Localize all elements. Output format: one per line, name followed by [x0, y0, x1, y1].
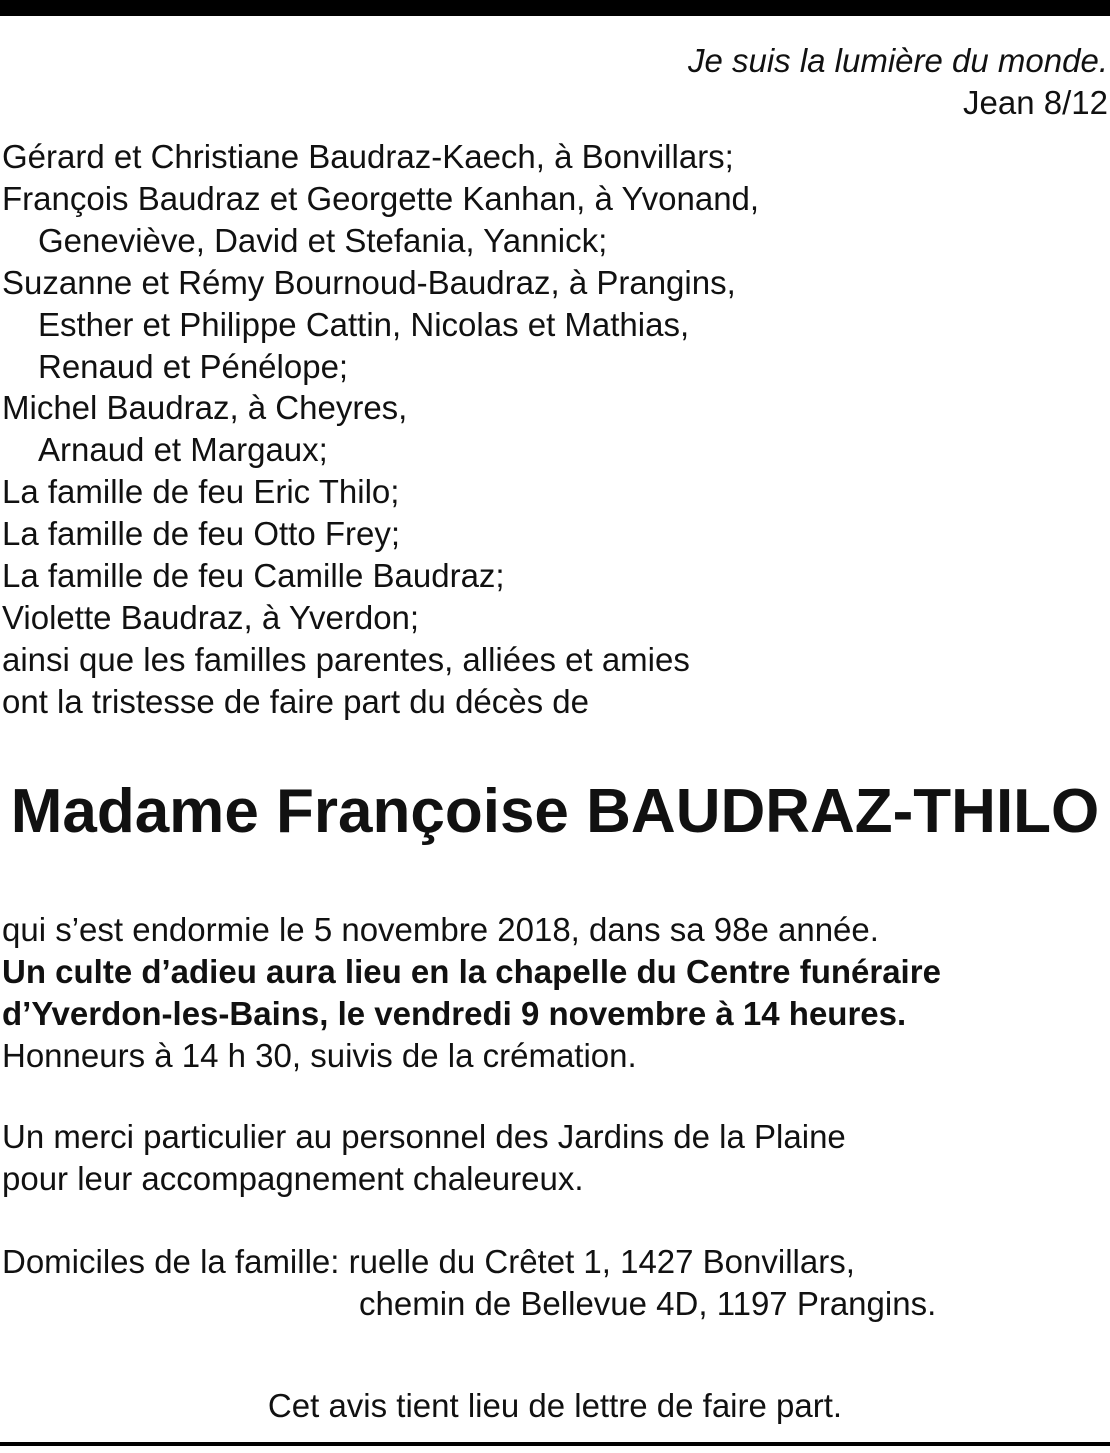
family-list [2, 136, 1002, 723]
thanks-section [2, 1116, 1082, 1200]
family-line: Violette Baudraz, à Yverdon; [2, 598, 420, 636]
family-line: La famille de feu Otto Frey; [2, 515, 401, 553]
honors-line: Honneurs à 14 h 30, suivis de la crémation. [2, 1037, 637, 1074]
notice-footer: Cet avis tient lieu de lettre de faire part. [267, 1387, 843, 1424]
family-line: Suzanne et Rémy Bournoud-Baudraz, à Prangins, [2, 263, 736, 301]
address-line: Domiciles de la famille: ruelle du Crêtet 1, 1427 Bonvillars, [2, 1243, 855, 1280]
family-line: François Baudraz et Georgette Kanhan, à Yvonand, [2, 179, 760, 217]
ceremony-line: d’Yverdon-les-Bains, le vendredi 9 novembre à 14 heures. [2, 995, 907, 1032]
family-line: Gérard et Christiane Baudraz-Kaech, à Bonvillars; [2, 138, 734, 175]
address-line: chemin de Bellevue 4D, 1197 Prangins. [359, 1285, 937, 1322]
epigraph-reference: Jean 8/12 [963, 84, 1108, 121]
passing-date-line: qui s’est endormie le 5 novembre 2018, dans sa 98e année. [2, 911, 879, 948]
top-rule [0, 0, 1110, 16]
thanks-line: Un merci particulier au personnel des Jardins de la Plaine [2, 1118, 846, 1155]
epigraph [408, 40, 1108, 124]
family-line: La famille de feu Camille Baudraz; [2, 557, 505, 595]
thanks-line: pour leur accompagnement chaleureux. [2, 1160, 584, 1197]
bottom-rule [0, 1442, 1110, 1446]
family-line: La famille de feu Eric Thilo; [2, 473, 400, 511]
epigraph-quote: Je suis la lumière du monde. [687, 42, 1108, 79]
family-line-indented: Arnaud et Margaux; [38, 431, 328, 469]
family-line: Michel Baudraz, à Cheyres, [2, 389, 408, 427]
family-line-indented: Esther et Philippe Cattin, Nicolas et Mathias, [38, 305, 690, 343]
deceased-name: Madame Françoise BAUDRAZ-THILO [10, 777, 1100, 846]
family-line: ainsi que les familles parentes, alliées et amies [2, 640, 690, 678]
ceremony-details [2, 909, 1082, 1077]
family-line-indented: Geneviève, David et Stefania, Yannick; [38, 221, 608, 259]
family-addresses [2, 1241, 1082, 1325]
family-line-indented: Renaud et Pénélope; [38, 347, 349, 385]
ceremony-line: Un culte d’adieu aura lieu en la chapelle du Centre funéraire [2, 953, 941, 990]
family-line: ont la tristesse de faire part du décès de [2, 682, 590, 720]
